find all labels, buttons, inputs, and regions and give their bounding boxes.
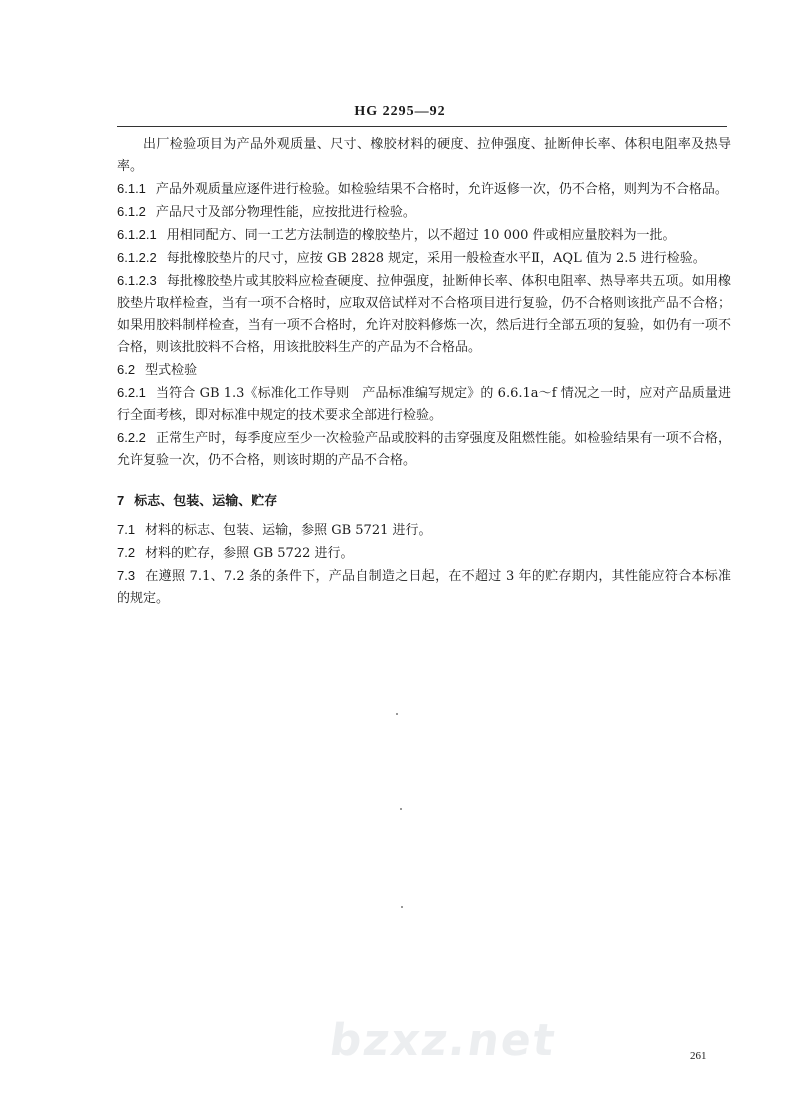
clause-6-2 [117,359,731,382]
clause-6-1-2-3 [117,270,731,359]
scan-speck [401,906,403,908]
clause-6-1-1 [117,178,731,201]
clause-6-2-1 [117,382,731,427]
clause-7-3 [117,565,731,610]
clause-number: 7.1 [117,522,136,537]
clause-number: 6.1.2.3 [117,273,157,288]
clause-7-1 [117,519,731,542]
clause-text: 每批橡胶垫片的尺寸，应按 GB 2828 规定，采用一般检查水平Ⅱ，AQL 值为 2.5 进行检验。 [166,251,706,266]
clause-text: 产品外观质量应逐件进行检验。如检验结果不合格时，允许返修一次，仍不合格，则判为不合格品。 [155,182,728,197]
clause-text: 每批橡胶垫片或其胶料应检查硬度、拉伸强度，扯断伸长率、体积电阻率、热导率共五项。如用橡胶垫片取样检查，当有一项不合格时，应取双倍试样对不合格项目进行复验，仍不合格则该批产品不合格；如果用胶料制样检查，当有一项不合格时，允许对胶料修炼一次，然后进行全部五项的复验，如仍有一项不合格，则该批胶料不合格，用该批胶料生产的产品为不合格品。 [117,274,731,355]
clause-6-1-2-2 [117,247,731,270]
clause-number: 6.1.2.2 [117,250,157,265]
clause-number: 6.1.1 [117,181,146,196]
page-number: 261 [690,1050,707,1062]
clause-7-2 [117,542,731,565]
section-7-heading [117,490,731,513]
standard-code-header: HG 2295—92 [354,104,446,119]
clause-text: 正常生产时，每季度应至少一次检验产品或胶料的击穿强度及阻燃性能。如检验结果有一项不合格，允许复验一次，仍不合格，则该时期的产品不合格。 [117,431,731,468]
clause-text: 产品尺寸及部分物理性能，应按批进行检验。 [155,205,416,220]
body-content [117,134,731,610]
intro-paragraph [117,134,731,178]
header-rule [117,126,727,127]
clause-number: 6.1.2 [117,204,146,219]
paragraph-text: 出厂检验项目为产品外观质量、尺寸、橡胶材料的硬度、拉伸强度、扯断伸长率、体积电阻率及热导率。 [117,137,731,174]
clause-number: 7.3 [117,568,136,583]
clause-number: 6.2.1 [117,385,146,400]
section-number: 7 [117,493,125,508]
section-title: 标志、包装、运输、贮存 [134,494,278,509]
clause-text: 在遵照 7.1、7.2 条的条件下，产品自制造之日起，在不超过 3 年的贮存期内，其性能应符合本标准的规定。 [117,569,731,606]
clause-number: 6.1.2.1 [117,227,157,242]
clause-6-1-2 [117,201,731,224]
clause-text: 材料的贮存，参照 GB 5722 进行。 [145,546,354,561]
clause-text: 型式检验 [145,363,198,378]
clause-number: 6.2 [117,362,136,377]
watermark-logo: bzxz.net [326,1015,560,1066]
scan-speck [400,808,402,810]
clause-6-2-2 [117,427,731,472]
clause-text: 材料的标志、包装、运输，参照 GB 5721 进行。 [145,523,432,538]
clause-text: 用相同配方、同一工艺方法制造的橡胶垫片，以不超过 10 000 件或相应量胶料为一批。 [166,228,676,243]
clause-number: 7.2 [117,545,136,560]
clause-text: 当符合 GB 1.3《标准化工作导则 产品标准编写规定》的 6.6.1a～f 情况之一时，应对产品质量进行全面考核，即对标准中规定的技术要求全部进行检验。 [117,386,731,423]
clause-number: 6.2.2 [117,430,146,445]
scan-speck [396,713,398,715]
clause-6-1-2-1 [117,224,731,247]
